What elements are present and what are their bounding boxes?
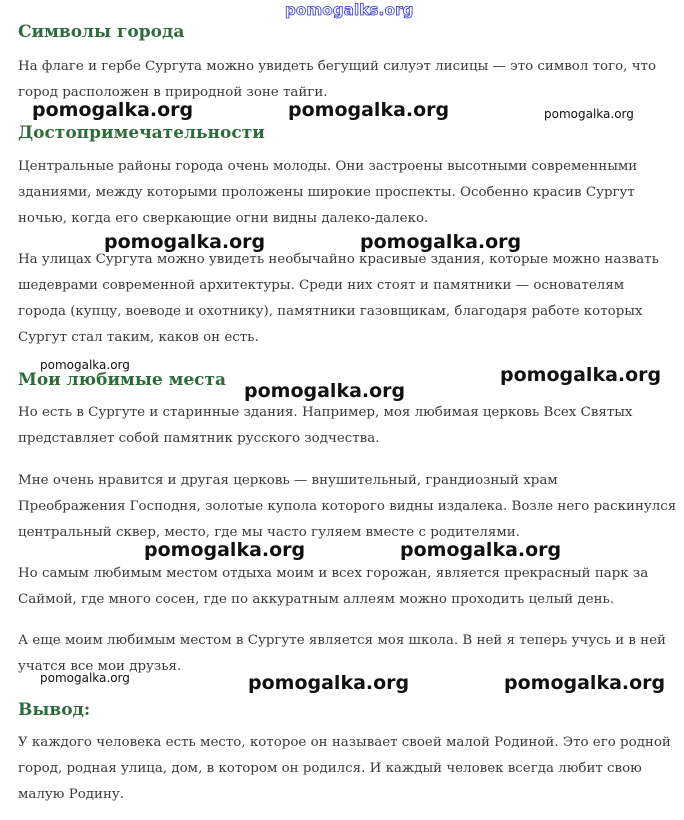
watermark: pomogalka.org — [360, 231, 522, 253]
watermark: pomogalka.org — [104, 231, 266, 253]
text-line: города (купцу, воеводе и охотнику), памятники газовщикам, благодаря работе которых — [18, 304, 643, 319]
paragraph — [18, 561, 672, 613]
text-line: Преображения Господня, золотые купола которого видны издалека. Возле него раскинулся — [18, 499, 677, 514]
paragraph — [18, 468, 677, 546]
watermark: pomogalka.org — [500, 364, 662, 386]
watermark: pomogalka.org — [40, 358, 130, 372]
text-line: На флаге и гербе Сургута можно увидеть бегущий силуэт лисицы — это символ того, что — [18, 59, 657, 74]
text-line: ночью, когда его сверкающие огни видны далеко-далеко. — [18, 211, 429, 226]
watermark-top: pomogalks.org — [285, 1, 414, 19]
watermark: pomogalka.org — [40, 671, 130, 685]
watermark: pomogalka.org — [248, 672, 410, 694]
watermark: pomogalka.org — [32, 99, 194, 121]
text-line: город расположен в природной зоне тайги. — [18, 85, 328, 100]
watermark: pomogalka.org — [504, 672, 666, 694]
text-line: Сургут стал таким, каков он есть. — [18, 330, 259, 345]
paragraph — [18, 247, 672, 351]
text-line: малую Родину. — [18, 787, 125, 802]
text-line: У каждого человека есть место, которое он называет своей малой Родиной. Это его родной — [18, 735, 671, 750]
watermark: pomogalka.org — [288, 99, 450, 121]
section-heading: Достопримечательности — [18, 123, 265, 143]
text-line: шедеврами современной архитектуры. Среди них стоят и памятники — основателям — [18, 278, 625, 293]
text-line: город, родная улица, дом, в котором он родился. И каждый человек всегда любит свою — [18, 761, 642, 776]
watermark: pomogalka.org — [400, 539, 562, 561]
text-line: представляет собой памятник русского зодчества. — [18, 431, 380, 446]
paragraph — [18, 154, 672, 232]
text-line: Но есть в Сургуте и старинные здания. Например, моя любимая церковь Всех Святых — [18, 405, 633, 420]
text-line: На улицах Сургута можно увидеть необычайно красивые здания, которые можно назвать — [18, 252, 659, 267]
text-line: Центральные районы города очень молоды. Они застроены высотными современными — [18, 159, 638, 174]
section-heading: Мои любимые места — [18, 370, 227, 390]
text-line: Но самым любимым местом отдыха моим и всех горожан, является прекрасный парк за — [18, 566, 649, 581]
text-line: центральный сквер, место, где мы часто гуляем вместе с родителями. — [18, 525, 520, 540]
section-heading: Символы города — [18, 22, 185, 42]
text-line: учатся все мои друзья. — [18, 659, 182, 674]
watermark: pomogalka.org — [244, 380, 406, 402]
paragraph — [18, 400, 672, 452]
watermark: pomogalka.org — [544, 107, 634, 121]
watermark: pomogalka.org — [144, 539, 306, 561]
text-line: Мне очень нравится и другая церковь — внушительный, грандиозный храм — [18, 473, 558, 488]
section-heading: Вывод: — [18, 700, 91, 720]
text-line: Саймой, где много сосен, где по аккуратным аллеям можно проходить целый день. — [18, 592, 615, 607]
text-line: А еще моим любимым местом в Сургуте является моя школа. В ней я теперь учусь и в ней — [18, 633, 666, 648]
text-line: зданиями, между которыми проложены широкие проспекты. Особенно красив Сургут — [18, 185, 635, 200]
paragraph — [18, 730, 672, 808]
